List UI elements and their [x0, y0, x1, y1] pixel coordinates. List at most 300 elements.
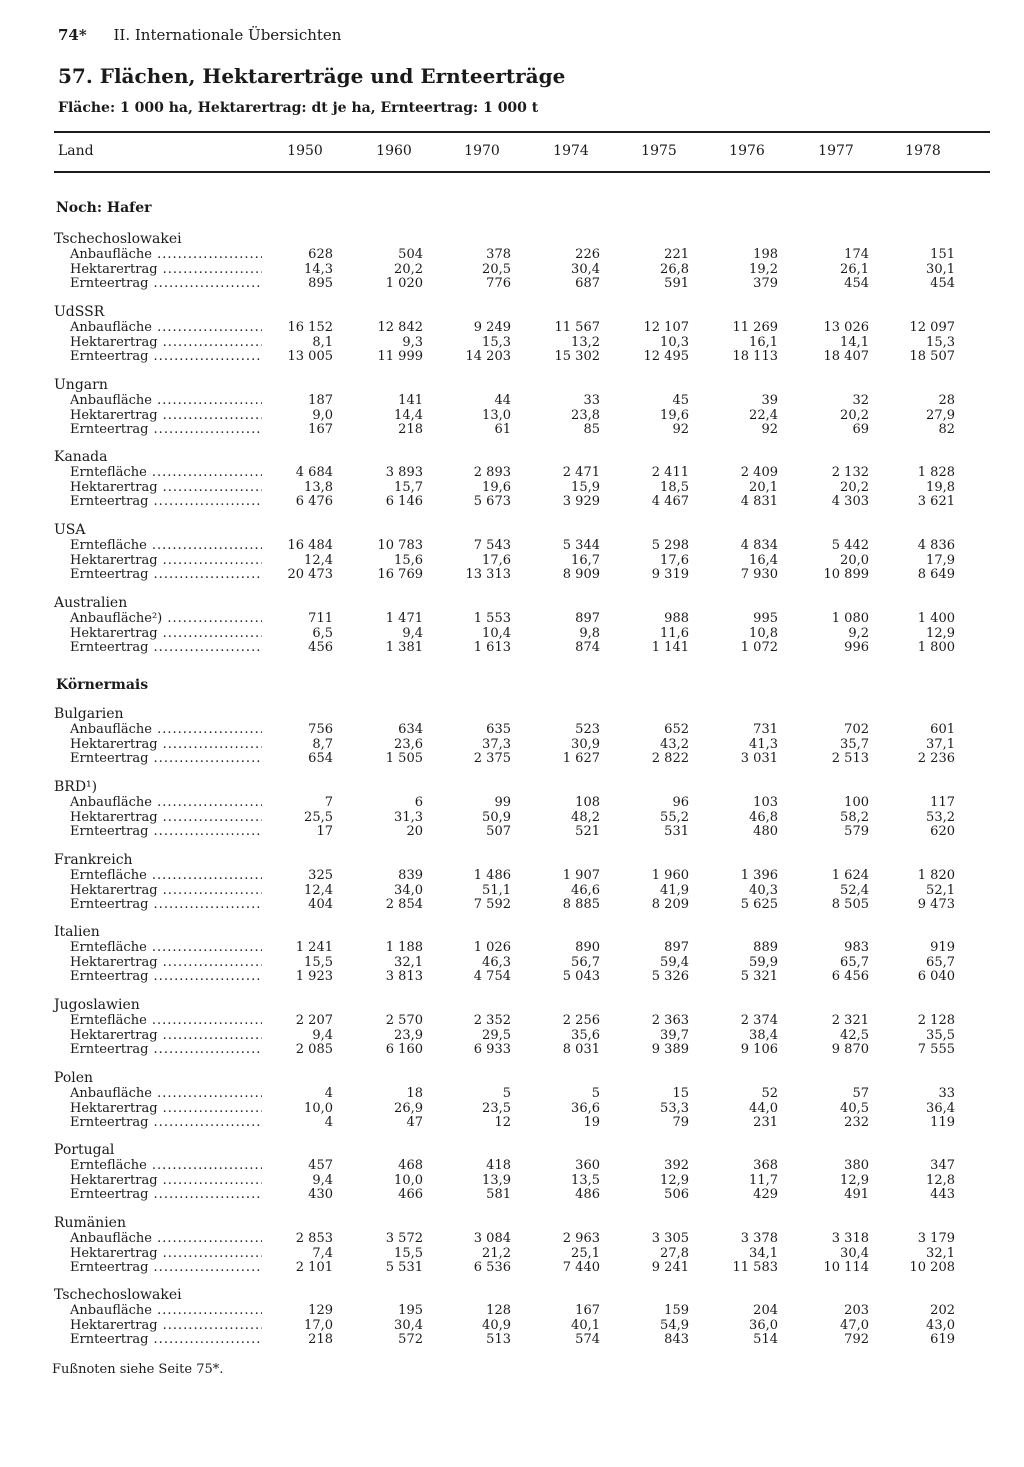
table-cell: 5 673 [473, 494, 511, 510]
row-label: Ernteertrag ..... [70, 567, 262, 582]
table-cell: 8,7 [312, 736, 333, 752]
table-cell: 50,9 [482, 809, 511, 825]
table-cell: 347 [930, 1158, 955, 1173]
table-cell: 890 [575, 940, 600, 955]
footnote: Fußnoten siehe Seite 75*. [52, 1362, 224, 1377]
page-number: 74* [58, 26, 87, 44]
table-cell: 82 [938, 422, 955, 438]
table-cell: 5 [502, 1086, 511, 1101]
table-cell: 380 [844, 1158, 869, 1173]
table-cell: 10,4 [482, 625, 511, 641]
table-cell: 65,7 [926, 954, 955, 970]
country-name: Tschechoslowakei [54, 231, 182, 247]
table-cell: 55,2 [660, 809, 689, 825]
table-cell: 7 592 [473, 897, 511, 913]
table-row [0, 722, 1024, 737]
table-cell: 40,3 [749, 882, 778, 898]
table-cell: 51,1 [482, 882, 511, 898]
table-row [0, 1332, 1024, 1347]
table-cell: 36,4 [926, 1100, 955, 1116]
row-label: Erntefläche ..... [70, 1158, 262, 1173]
table-row [0, 955, 1024, 970]
table-cell: 756 [308, 722, 333, 737]
table-row [0, 408, 1024, 423]
table-cell: 32,1 [394, 954, 423, 970]
table-cell: 18 [406, 1086, 423, 1101]
table-cell: 2 853 [295, 1231, 333, 1246]
table-cell: 521 [575, 824, 600, 840]
row-label: Hektarertrag ..... [70, 955, 262, 970]
row-label: Anbaufläche ..... [70, 1231, 262, 1246]
table-cell: 6 160 [385, 1042, 423, 1058]
table-cell: 27,8 [660, 1245, 689, 1261]
table-cell: 1 627 [562, 751, 600, 767]
table-cell: 100 [844, 795, 869, 810]
table-cell: 2 471 [562, 465, 600, 480]
table-row [0, 349, 1024, 364]
table-cell: 14,1 [840, 334, 869, 350]
table-cell: 204 [753, 1303, 778, 1318]
table-cell: 36,6 [571, 1100, 600, 1116]
table-row [0, 1158, 1024, 1173]
table-row [0, 897, 1024, 912]
column-header-1977: 1977 [818, 143, 854, 159]
table-cell: 454 [844, 276, 869, 292]
table-cell: 988 [664, 611, 689, 626]
table-cell: 2 256 [562, 1013, 600, 1028]
table-cell: 18 407 [823, 349, 869, 365]
table-cell: 919 [930, 940, 955, 955]
table-cell: 1 471 [385, 611, 423, 626]
table-cell: 619 [930, 1332, 955, 1348]
table-cell: 11,6 [660, 625, 689, 641]
table-row [0, 422, 1024, 437]
table-cell: 27,9 [926, 407, 955, 423]
table-cell: 12 097 [909, 320, 955, 335]
table-cell: 34,0 [394, 882, 423, 898]
table-cell: 52,1 [926, 882, 955, 898]
table-cell: 2 374 [740, 1013, 778, 1028]
table-cell: 23,6 [394, 736, 423, 752]
table-cell: 3 179 [917, 1231, 955, 1246]
row-label: Ernteertrag ..... [70, 1260, 262, 1275]
table-cell: 42,5 [840, 1027, 869, 1043]
table-cell: 30,4 [571, 261, 600, 277]
table-cell: 29,5 [482, 1027, 511, 1043]
table-cell: 3 813 [385, 969, 423, 985]
table-row [0, 1231, 1024, 1246]
table-cell: 711 [308, 611, 333, 626]
table-cell: 379 [753, 276, 778, 292]
table-cell: 1 020 [385, 276, 423, 292]
table-cell: 12,4 [304, 882, 333, 898]
table-cell: 5 [591, 1086, 600, 1101]
table-cell: 39,7 [660, 1027, 689, 1043]
table-cell: 889 [753, 940, 778, 955]
table-cell: 531 [664, 824, 689, 840]
table-cell: 20,2 [394, 261, 423, 277]
row-label: Anbaufläche²) ..... [70, 611, 262, 626]
table-cell: 1 241 [295, 940, 333, 955]
table-cell: 8 885 [562, 897, 600, 913]
table-cell: 12,9 [926, 625, 955, 641]
table-cell: 15,7 [394, 479, 423, 495]
row-label: Ernteertrag ..... [70, 422, 262, 437]
row-label: Erntefläche ..... [70, 868, 262, 883]
table-cell: 430 [308, 1187, 333, 1203]
row-label: Ernteertrag ..... [70, 349, 262, 364]
table-cell: 18 507 [909, 349, 955, 365]
table-cell: 368 [753, 1158, 778, 1173]
table-row [0, 883, 1024, 898]
column-header-1970: 1970 [464, 143, 500, 159]
table-row [0, 810, 1024, 825]
table-cell: 10 899 [823, 567, 869, 583]
table-cell: 13 005 [287, 349, 333, 365]
table-cell: 41,3 [749, 736, 778, 752]
table-cell: 59,4 [660, 954, 689, 970]
country-name: Jugoslawien [54, 997, 140, 1013]
table-row [0, 567, 1024, 582]
table-cell: 2 128 [917, 1013, 955, 1028]
table-row [0, 262, 1024, 277]
table-row [0, 1303, 1024, 1318]
table-cell: 506 [664, 1187, 689, 1203]
table-cell: 5 344 [562, 538, 600, 553]
table-cell: 4 [324, 1115, 333, 1131]
table-cell: 4 684 [295, 465, 333, 480]
table-cell: 10,0 [394, 1172, 423, 1188]
table-cell: 17,6 [482, 552, 511, 568]
table-cell: 39 [761, 393, 778, 408]
table-cell: 404 [308, 897, 333, 913]
table-cell: 10 208 [909, 1260, 955, 1276]
table-cell: 3 621 [917, 494, 955, 510]
row-label: Ernteertrag ..... [70, 969, 262, 984]
table-cell: 226 [575, 247, 600, 262]
table-cell: 3 378 [740, 1231, 778, 1246]
table-cell: 1 396 [740, 868, 778, 883]
table-cell: 53,2 [926, 809, 955, 825]
table-cell: 2 132 [831, 465, 869, 480]
table-cell: 167 [575, 1303, 600, 1318]
row-label: Hektarertrag ..... [70, 883, 262, 898]
table-cell: 151 [930, 247, 955, 262]
table-cell: 480 [753, 824, 778, 840]
table-cell: 129 [308, 1303, 333, 1318]
table-cell: 16,4 [749, 552, 778, 568]
table-cell: 19,2 [749, 261, 778, 277]
table-cell: 2 822 [651, 751, 689, 767]
table-cell: 2 236 [917, 751, 955, 767]
table-cell: 20,2 [840, 479, 869, 495]
table-cell: 392 [664, 1158, 689, 1173]
row-label: Hektarertrag ..... [70, 408, 262, 423]
table-cell: 79 [672, 1115, 689, 1131]
table-cell: 12 107 [643, 320, 689, 335]
table-cell: 4 [324, 1086, 333, 1101]
table-cell: 19,8 [926, 479, 955, 495]
table-row [0, 320, 1024, 335]
table-cell: 30,4 [840, 1245, 869, 1261]
table-cell: 8 649 [917, 567, 955, 583]
table-cell: 20 473 [287, 567, 333, 583]
table-cell: 4 834 [740, 538, 778, 553]
table-cell: 601 [930, 722, 955, 737]
table-cell: 874 [575, 640, 600, 656]
table-cell: 15 [672, 1086, 689, 1101]
table-cell: 14,4 [394, 407, 423, 423]
table-cell: 17 [316, 824, 333, 840]
row-label: Hektarertrag ..... [70, 737, 262, 752]
table-cell: 35,6 [571, 1027, 600, 1043]
table-cell: 15,3 [926, 334, 955, 350]
table-cell: 15,5 [394, 1245, 423, 1261]
table-cell: 9,3 [402, 334, 423, 350]
country-name: Italien [54, 924, 100, 940]
table-cell: 7 555 [917, 1042, 955, 1058]
table-row [0, 737, 1024, 752]
table-cell: 8 209 [651, 897, 689, 913]
table-cell: 32,1 [926, 1245, 955, 1261]
table-cell: 23,9 [394, 1027, 423, 1043]
table-cell: 11 999 [377, 349, 423, 365]
table-cell: 92 [761, 422, 778, 438]
table-cell: 40,5 [840, 1100, 869, 1116]
table-cell: 5 531 [385, 1260, 423, 1276]
table-cell: 17,9 [926, 552, 955, 568]
table-cell: 20 [406, 824, 423, 840]
table-cell: 119 [930, 1115, 955, 1131]
table-cell: 12 495 [643, 349, 689, 365]
table-cell: 19,6 [660, 407, 689, 423]
table-cell: 6 456 [831, 969, 869, 985]
table-cell: 31,3 [394, 809, 423, 825]
country-name: Rumänien [54, 1215, 126, 1231]
table-cell: 20,1 [749, 479, 778, 495]
table-cell: 7 [324, 795, 333, 810]
row-label: Anbaufläche ..... [70, 722, 262, 737]
country-name: Ungarn [54, 377, 108, 393]
table-cell: 1 907 [562, 868, 600, 883]
table-cell: 3 318 [831, 1231, 869, 1246]
table-cell: 30,9 [571, 736, 600, 752]
table-cell: 687 [575, 276, 600, 292]
column-header-1976: 1976 [729, 143, 765, 159]
table-cell: 12,9 [660, 1172, 689, 1188]
table-cell: 11 583 [732, 1260, 778, 1276]
country-name: UdSSR [54, 304, 105, 320]
column-header-1975: 1975 [641, 143, 677, 159]
table-cell: 2 513 [831, 751, 869, 767]
row-label: Ernteertrag ..... [70, 824, 262, 839]
chapter-title: II. Internationale Übersichten [113, 26, 342, 44]
table-cell: 30,1 [926, 261, 955, 277]
table-cell: 3 929 [562, 494, 600, 510]
table-row [0, 1187, 1024, 1202]
table-cell: 16,7 [571, 552, 600, 568]
row-label: Ernteertrag ..... [70, 1115, 262, 1130]
table-row [0, 393, 1024, 408]
table-cell: 6 [414, 795, 423, 810]
table-row [0, 553, 1024, 568]
table-cell: 8 505 [831, 897, 869, 913]
table-cell: 45 [672, 393, 689, 408]
table-cell: 3 893 [385, 465, 423, 480]
table-cell: 486 [575, 1187, 600, 1203]
table-row [0, 1173, 1024, 1188]
table-cell: 9,4 [402, 625, 423, 641]
row-label: Hektarertrag ..... [70, 1101, 262, 1116]
table-cell: 13,2 [571, 334, 600, 350]
country-name: Polen [54, 1070, 94, 1086]
table-cell: 9,8 [579, 625, 600, 641]
table-row [0, 465, 1024, 480]
table-cell: 702 [844, 722, 869, 737]
table-cell: 26,8 [660, 261, 689, 277]
table-cell: 44 [494, 393, 511, 408]
table-cell: 54,9 [660, 1317, 689, 1333]
table-cell: 9 241 [651, 1260, 689, 1276]
row-label: Hektarertrag ..... [70, 1173, 262, 1188]
table-row [0, 1260, 1024, 1275]
table-cell: 15,3 [482, 334, 511, 350]
table-row [0, 1042, 1024, 1057]
table-cell: 202 [930, 1303, 955, 1318]
table-cell: 2 409 [740, 465, 778, 480]
table-cell: 429 [753, 1187, 778, 1203]
row-label: Ernteertrag ..... [70, 276, 262, 291]
table-cell: 13 313 [465, 567, 511, 583]
table-cell: 18,5 [660, 479, 689, 495]
table-cell: 37,3 [482, 736, 511, 752]
table-cell: 1 381 [385, 640, 423, 656]
table-row [0, 1115, 1024, 1130]
table-row [0, 494, 1024, 509]
table-cell: 117 [930, 795, 955, 810]
table-cell: 40,9 [482, 1317, 511, 1333]
table-cell: 7 440 [562, 1260, 600, 1276]
table-cell: 325 [308, 868, 333, 883]
row-label: Hektarertrag ..... [70, 810, 262, 825]
country-name: Tschechoslowakei [54, 1287, 182, 1303]
table-cell: 13,9 [482, 1172, 511, 1188]
table-cell: 56,7 [571, 954, 600, 970]
table-cell: 12,9 [840, 1172, 869, 1188]
table-cell: 620 [930, 824, 955, 840]
table-cell: 141 [398, 393, 423, 408]
row-label: Hektarertrag ..... [70, 1246, 262, 1261]
table-cell: 21,2 [482, 1245, 511, 1261]
table-row [0, 247, 1024, 262]
table-cell: 4 831 [740, 494, 778, 510]
table-cell: 1 553 [473, 611, 511, 626]
table-cell: 12 842 [377, 320, 423, 335]
table-cell: 507 [486, 824, 511, 840]
row-label: Anbaufläche ..... [70, 1086, 262, 1101]
table-cell: 4 467 [651, 494, 689, 510]
table-cell: 581 [486, 1187, 511, 1203]
table-row [0, 1028, 1024, 1043]
table-row [0, 1246, 1024, 1261]
table-row [0, 626, 1024, 641]
table-row [0, 940, 1024, 955]
row-label: Ernteertrag ..... [70, 1332, 262, 1347]
table-cell: 57 [852, 1086, 869, 1101]
table-cell: 10,8 [749, 625, 778, 641]
table-cell: 1 800 [917, 640, 955, 656]
table-cell: 8 909 [562, 567, 600, 583]
table-cell: 654 [308, 751, 333, 767]
table-cell: 6 146 [385, 494, 423, 510]
table-cell: 572 [398, 1332, 423, 1348]
table-cell: 466 [398, 1187, 423, 1203]
table-cell: 5 321 [740, 969, 778, 985]
table-cell: 8 031 [562, 1042, 600, 1058]
table-cell: 5 442 [831, 538, 869, 553]
row-label: Ernteertrag ..... [70, 897, 262, 912]
column-header-1978: 1978 [905, 143, 941, 159]
table-cell: 32 [852, 393, 869, 408]
column-header-1950: 1950 [287, 143, 323, 159]
table-cell: 6 040 [917, 969, 955, 985]
table-cell: 792 [844, 1332, 869, 1348]
table-cell: 103 [753, 795, 778, 810]
row-label: Hektarertrag ..... [70, 335, 262, 350]
table-cell: 1 828 [917, 465, 955, 480]
table-cell: 456 [308, 640, 333, 656]
table-cell: 1 080 [831, 611, 869, 626]
table-cell: 37,1 [926, 736, 955, 752]
table-cell: 20,2 [840, 407, 869, 423]
table-cell: 1 624 [831, 868, 869, 883]
table-cell: 2 363 [651, 1013, 689, 1028]
table-cell: 9 106 [740, 1042, 778, 1058]
table-cell: 468 [398, 1158, 423, 1173]
table-cell: 897 [664, 940, 689, 955]
table-cell: 591 [664, 276, 689, 292]
table-cell: 2 893 [473, 465, 511, 480]
table-cell: 99 [494, 795, 511, 810]
table-cell: 221 [664, 247, 689, 262]
table-cell: 218 [398, 422, 423, 438]
table-cell: 10,3 [660, 334, 689, 350]
row-label: Ernteertrag ..... [70, 494, 262, 509]
table-cell: 8,1 [312, 334, 333, 350]
table-cell: 14 203 [465, 349, 511, 365]
table-cell: 3 084 [473, 1231, 511, 1246]
table-cell: 14,3 [304, 261, 333, 277]
table-cell: 491 [844, 1187, 869, 1203]
table-cell: 3 305 [651, 1231, 689, 1246]
table-cell: 1 072 [740, 640, 778, 656]
table-cell: 6 476 [295, 494, 333, 510]
table-cell: 23,8 [571, 407, 600, 423]
table-cell: 513 [486, 1332, 511, 1348]
table-cell: 454 [930, 276, 955, 292]
table-row [0, 640, 1024, 655]
table-cell: 48,2 [571, 809, 600, 825]
table-cell: 1 923 [295, 969, 333, 985]
table-cell: 11,7 [749, 1172, 778, 1188]
table-cell: 7,4 [312, 1245, 333, 1261]
table-cell: 61 [494, 422, 511, 438]
table-cell: 35,5 [926, 1027, 955, 1043]
table-cell: 16 484 [287, 538, 333, 553]
table-cell: 26,1 [840, 261, 869, 277]
table-cell: 15,6 [394, 552, 423, 568]
row-label: Ernteertrag ..... [70, 1187, 262, 1202]
